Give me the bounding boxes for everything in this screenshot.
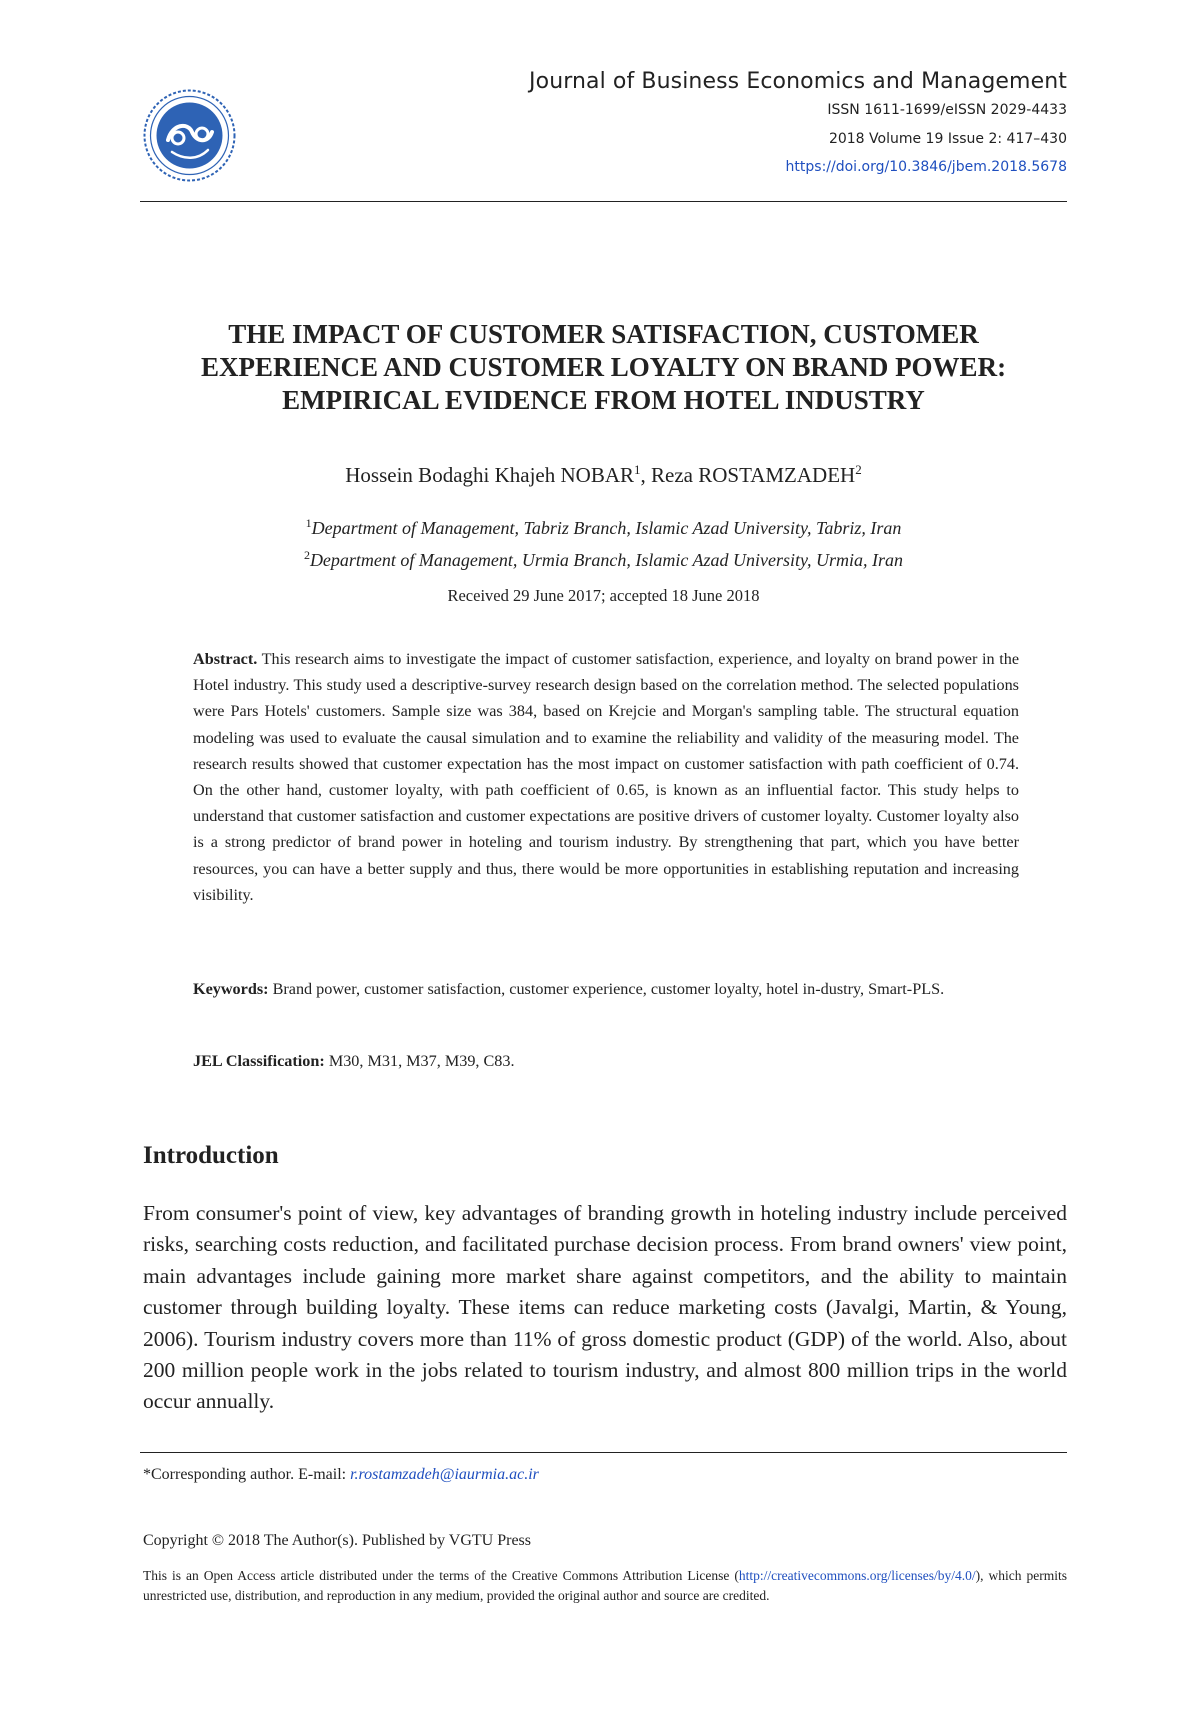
email-link[interactable]: r.rostamzadeh@iaurmia.ac.ir — [350, 1466, 539, 1483]
affil-text: Department of Management, Urmia Branch, Islamic Azad University, Urmia, Iran — [309, 550, 904, 570]
abstract — [193, 646, 1019, 908]
license-tail: ), which permits unrestricted use, distribution, and reproduction in any medium, provided the original author and source are credited. — [143, 1568, 1068, 1603]
author-separator: , — [640, 463, 651, 487]
jel-classification — [193, 1048, 1019, 1074]
corresponding-author — [143, 1466, 539, 1484]
license-link[interactable]: http://creativecommons.org/licenses/by/4.0/ — [738, 1568, 976, 1583]
keywords-text: Brand power, customer satisfaction, customer experience, customer loyalty, hotel in-dustry, Smart-PLS. — [268, 980, 945, 998]
affil-marker: 1 — [305, 516, 312, 530]
journal-header — [529, 68, 1067, 180]
author-affil-marker: 2 — [855, 462, 862, 477]
journal-logo-icon — [142, 88, 237, 183]
copyright-notice: Copyright © 2018 The Author(s). Published by VGTU Press — [143, 1532, 532, 1549]
affiliation — [140, 510, 1067, 542]
author-name: Reza ROSTAMZADEH — [651, 463, 856, 487]
keywords — [193, 976, 1019, 1002]
author-name: Hossein Bodaghi Khajeh NOBAR — [345, 463, 634, 487]
affiliation — [140, 542, 1067, 574]
jel-label: JEL Classification: — [193, 1052, 325, 1070]
received-dates: Received 29 June 2017; accepted 18 June 2018 — [447, 586, 760, 605]
journal-issue: 2018 Volume 19 Issue 2: 417–430 — [828, 131, 1067, 147]
footnote-divider — [140, 1452, 1067, 1453]
affil-marker: 2 — [303, 548, 310, 562]
journal-issn: ISSN 1611-1699/eISSN 2029-4433 — [827, 102, 1067, 118]
doi-link[interactable]: https://doi.org/10.3846/jbem.2018.5678 — [785, 159, 1067, 175]
author-line — [140, 462, 1067, 488]
corresp-label: *Corresponding author. E-mail: — [143, 1466, 351, 1483]
jel-text: M30, M31, M37, M39, C83. — [324, 1052, 515, 1070]
section-body: From consumer's point of view, key advantages of branding growth in hoteling industry include perceived risks, searching costs reduction, and facilitated purchase decision process. From brand owners' view point, main advantages include gaining more market share against competitors, and the ability to maintain customer through building loyalty. These items can reduce marketing costs (Javalgi, Martin, & Young, 2006). Tourism industry covers more than 11% of gross domestic product (GDP) of the world. Also, about 200 million people work in the jobs related to tourism industry, and almost 800 million trips in the world occur annually. — [143, 1201, 1067, 1414]
license-notice — [143, 1566, 1067, 1605]
abstract-text: This research aims to investigate the impact of customer satisfaction, experience, and loyalty on brand power in the Hotel industry. This study used a descriptive-survey research design based on the correlation method. The selected populations were Pars Hotels' customers. Sample size was 384, based on Krejcie and Morgan's sampling table. The structural equation modeling was used to evaluate the causal simulation and to examine the reliability and validity of the measuring model. The research results showed that customer expectation has the most impact on customer satisfaction with path coefficient of 0.74. On the other hand, customer loyalty, with path coefficient of 0.65, is known as an influential factor. This study helps to understand that customer satisfaction and customer expectations are positive drivers of customer loyalty. Customer loyalty also is a strong predictor of brand power in hoteling and tourism industry. By strengthening that part, which you have better resources, you can have a better supply and thus, there would be more opportunities in establishing reputation and increasing visibility. — [193, 650, 1019, 904]
header-divider — [140, 201, 1067, 202]
journal-name: Journal of Business Economics and Management — [529, 69, 1067, 94]
affil-text: Department of Management, Tabriz Branch, Islamic Azad University, Tabriz, Iran — [311, 518, 902, 538]
keywords-label: Keywords: — [193, 980, 269, 998]
affiliations — [140, 510, 1067, 574]
section-heading: Introduction — [143, 1142, 279, 1169]
license-text: This is an Open Access article distributed under the terms of the Creative Commons Attribution License ( — [143, 1568, 739, 1583]
author-affil-marker: 1 — [634, 462, 641, 477]
abstract-label: Abstract. — [193, 650, 258, 668]
article-title: THE IMPACT OF CUSTOMER SATISFACTION, CUSTOMER EXPERIENCE AND CUSTOMER LOYALTY ON BRAND POWER: EMPIRICAL EVIDENCE FROM HOTEL INDUSTRY — [200, 319, 1007, 415]
